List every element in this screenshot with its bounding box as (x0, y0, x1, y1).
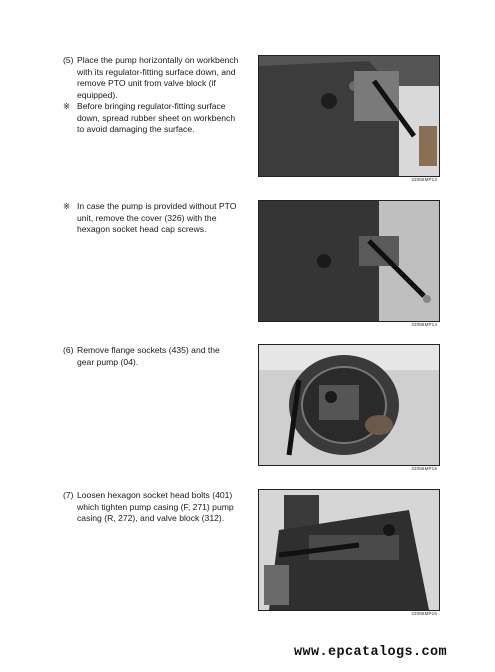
step-6 (63, 345, 239, 368)
step-text: Place the pump horizontally on workbench with its regulator-fitting surface down, and remove PTO unit from valve block (if equipped). (77, 55, 239, 100)
note-mark: ※ (63, 201, 71, 211)
step-number: (6) (63, 345, 74, 355)
step-text: Loosen hexagon socket head bolts (401) which tighten pump casing (F, 271) pump casing (R, 272), and valve block (312). (77, 490, 234, 523)
footer-website[interactable]: www.epcatalogs.com (293, 645, 447, 660)
step-number: (7) (63, 490, 74, 500)
step-note-pto (63, 201, 239, 236)
step-text: Remove flange sockets (435) and the gear pump (04). (77, 345, 220, 367)
step-number: (5) (63, 55, 74, 65)
step-7 (63, 490, 239, 525)
figure-caption-4: 22058MP16 (411, 611, 437, 616)
step-5-line (63, 55, 239, 101)
step-6-line (63, 345, 239, 368)
note-mark: ※ (63, 101, 71, 111)
figure-photo-2 (258, 200, 440, 322)
step-7-line (63, 490, 239, 525)
figure-caption-1: 22058MP13 (411, 177, 437, 182)
figure-photo-3 (258, 344, 440, 466)
note-text: In case the pump is provided without PTO unit, remove the cover (326) with the hexagon socket head cap screws. (77, 201, 237, 234)
figure-caption-2: 22058MP14 (411, 322, 437, 327)
figure-photo-1 (258, 55, 440, 177)
figure-caption-3: 22058MP15 (411, 466, 437, 471)
note-text: Before bringing regulator-fitting surface down, spread rubber sheet on workbench to avoid damaging the surface. (77, 101, 236, 134)
note-line (63, 201, 239, 236)
step-5 (63, 55, 239, 136)
figure-photo-4 (258, 489, 440, 611)
step-5-note (63, 101, 239, 136)
